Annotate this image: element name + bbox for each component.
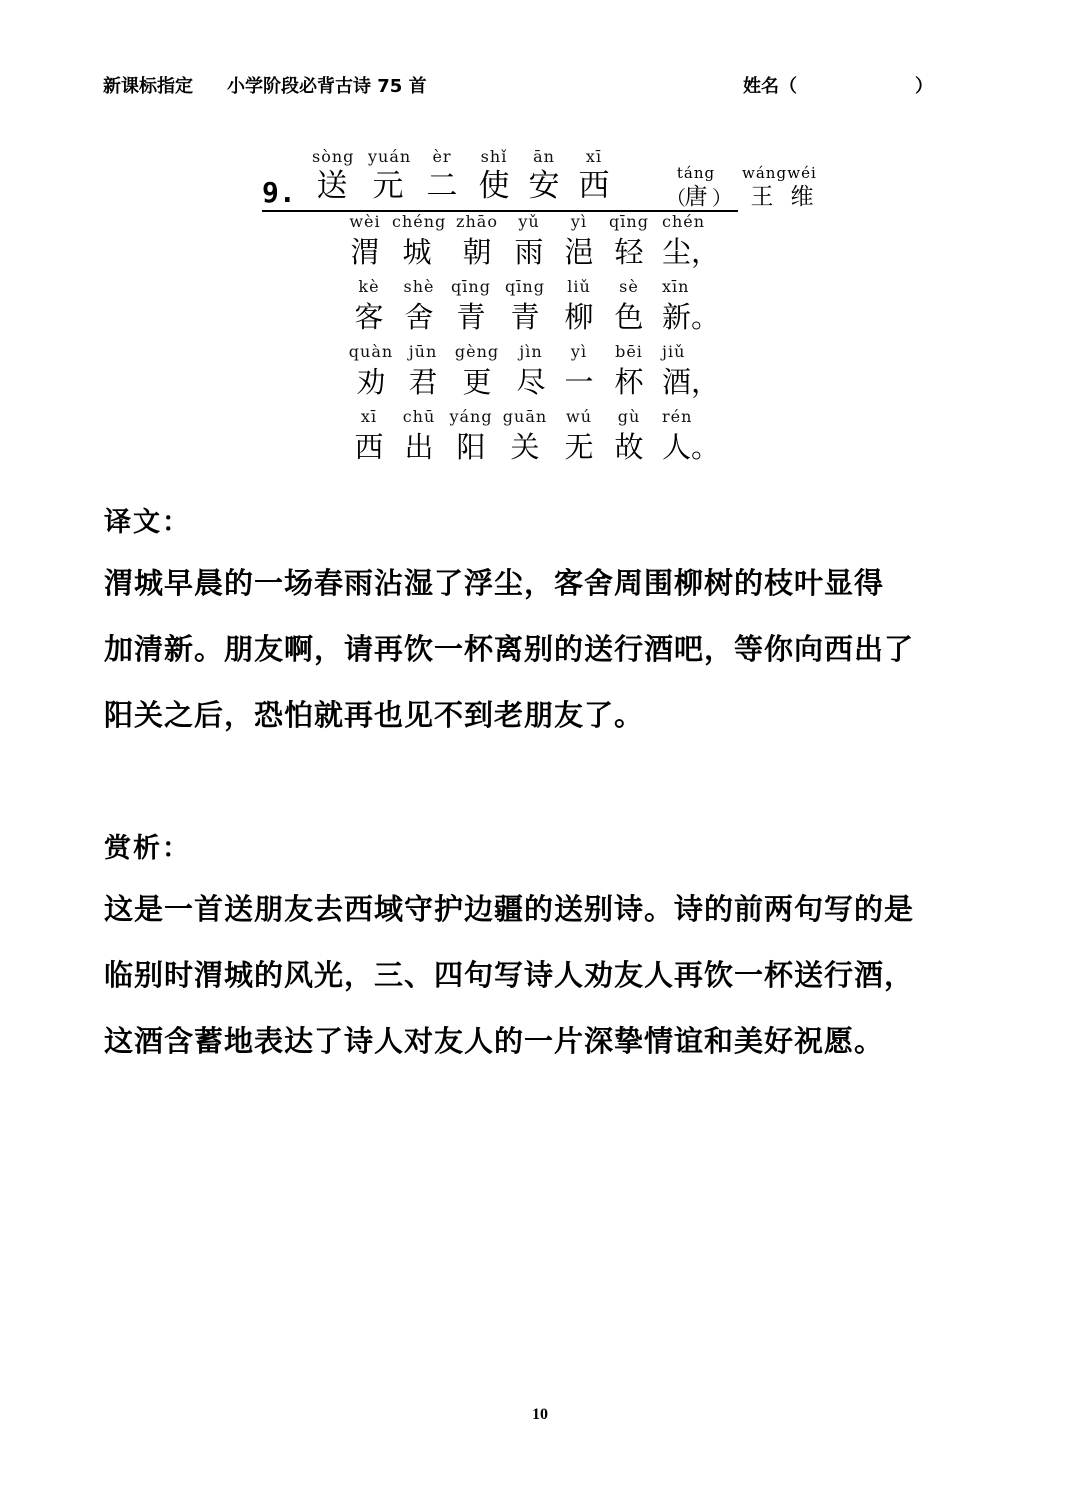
dynasty-open-paren: （ xyxy=(666,186,686,210)
poem-char xyxy=(604,342,654,402)
title-char xyxy=(422,148,462,206)
hanzi: 关 xyxy=(510,430,540,464)
hanzi: 唐 xyxy=(684,184,708,210)
poem-char xyxy=(500,277,550,337)
author-char xyxy=(742,164,788,212)
pinyin: xī xyxy=(360,407,378,426)
title-char xyxy=(524,148,564,206)
pinyin: chéng xyxy=(392,212,447,231)
page-number: 10 xyxy=(532,1406,548,1423)
hanzi: 安 xyxy=(528,168,560,204)
hanzi: 阳 xyxy=(456,430,486,464)
poem-number: 9. xyxy=(262,176,296,209)
hanzi: 维 xyxy=(790,184,814,210)
poem-char xyxy=(340,212,390,272)
pinyin: wáng xyxy=(742,164,788,182)
pinyin: xīn xyxy=(662,277,690,296)
pinyin: qīng xyxy=(505,277,545,296)
pinyin: bēi xyxy=(615,342,643,361)
pinyin: rén xyxy=(662,407,693,426)
hanzi: 送 xyxy=(316,168,348,204)
hanzi: 无 xyxy=(564,430,594,464)
pinyin: xī xyxy=(585,147,603,166)
title-char xyxy=(574,148,614,206)
pinyin: liǔ xyxy=(567,277,591,296)
poem-char xyxy=(604,212,654,272)
name-label: 姓名（ xyxy=(743,76,797,97)
hanzi: 杯 xyxy=(614,365,644,399)
appreciation-line: 这酒含蓄地表达了诗人对友人的一片深挚情谊和美好祝愿。 xyxy=(104,1024,885,1058)
pinyin: yì xyxy=(570,212,588,231)
poem-line-1 xyxy=(340,212,740,276)
hanzi: 雨 xyxy=(514,235,544,269)
pinyin: yáng xyxy=(449,407,493,426)
poem-char xyxy=(446,277,496,337)
poem-line-3 xyxy=(340,342,740,406)
title-char xyxy=(368,147,412,206)
poem-char xyxy=(394,277,444,337)
name-close-paren: ） xyxy=(915,76,933,97)
poem-title xyxy=(262,148,822,218)
hanzi: 客 xyxy=(354,300,384,334)
pinyin: yuán xyxy=(368,147,412,166)
pinyin: táng xyxy=(676,164,716,182)
title-char xyxy=(474,148,514,206)
hanzi: 君 xyxy=(408,365,438,399)
pinyin: gù xyxy=(617,407,641,426)
poem-char xyxy=(662,212,732,272)
pinyin: gèng xyxy=(454,342,500,361)
dynasty-close-paren: ） xyxy=(712,186,732,210)
pinyin: ān xyxy=(533,147,555,166)
hanzi: 二 xyxy=(426,168,458,204)
hanzi: 元 xyxy=(372,168,404,204)
pinyin: kè xyxy=(358,277,380,296)
hanzi: 故 xyxy=(614,430,644,464)
hanzi: 青 xyxy=(456,300,486,334)
book-title: 小学阶段必背古诗 75 首 xyxy=(227,76,427,97)
poem-char xyxy=(506,342,556,402)
appreciation-text xyxy=(104,876,984,1074)
poem-char xyxy=(554,407,604,467)
poem-char xyxy=(452,212,502,272)
hanzi: 新。 xyxy=(662,300,721,334)
hanzi: 尽 xyxy=(516,365,546,399)
hanzi: 浥 xyxy=(564,235,594,269)
poem-char xyxy=(394,407,444,467)
hanzi: 渭 xyxy=(350,235,380,269)
pinyin: yì xyxy=(570,342,588,361)
pinyin: quàn xyxy=(348,342,394,361)
pinyin: sòng xyxy=(312,147,355,166)
hanzi: 色 xyxy=(614,300,644,334)
translation-line: 加清新。朋友啊，请再饮一杯离别的送行酒吧，等你向西出了 xyxy=(104,632,915,666)
hanzi: 一 xyxy=(564,365,594,399)
poem-line-2 xyxy=(340,277,740,341)
poem-char xyxy=(344,407,394,467)
hanzi: 人。 xyxy=(662,430,721,464)
pinyin: shǐ xyxy=(480,147,508,166)
poem-char xyxy=(662,277,732,337)
poem-char xyxy=(662,342,732,402)
hanzi: 西 xyxy=(354,430,384,464)
translation-text xyxy=(104,550,984,748)
translation-line: 渭城早晨的一场春雨沾湿了浮尘，客舍周围柳树的枝叶显得 xyxy=(104,566,885,600)
pinyin: guān xyxy=(502,407,548,426)
pinyin: chū xyxy=(402,407,436,426)
poem-char xyxy=(504,212,554,272)
translation-line: 阳关之后，恐怕就再也见不到老朋友了。 xyxy=(104,698,645,732)
poem-char xyxy=(604,407,654,467)
hanzi: 更 xyxy=(462,365,492,399)
hanzi: 酒， xyxy=(662,365,721,399)
hanzi: 青 xyxy=(510,300,540,334)
poem-char xyxy=(392,212,447,272)
poem-char xyxy=(344,277,394,337)
poem-char xyxy=(500,407,550,467)
pinyin: wèi xyxy=(349,212,381,231)
poem-char xyxy=(554,212,604,272)
poem-char xyxy=(346,342,396,402)
appreciation-heading: 赏析： xyxy=(104,833,191,864)
pinyin: zhāo xyxy=(456,212,498,231)
pinyin: sè xyxy=(619,277,639,296)
pinyin: qīng xyxy=(609,212,649,231)
pinyin: chén xyxy=(662,212,706,231)
pinyin: jìn xyxy=(519,342,543,361)
hanzi: 西 xyxy=(578,168,610,204)
poem-char xyxy=(452,342,502,402)
appreciation-line: 这是一首送朋友去西域守护边疆的送别诗。诗的前两句写的是 xyxy=(104,892,915,926)
poem-char xyxy=(554,342,604,402)
pinyin: jūn xyxy=(408,342,438,361)
poem-char xyxy=(398,342,448,402)
hanzi: 尘， xyxy=(662,235,721,269)
hanzi: 轻 xyxy=(614,235,644,269)
pinyin: shè xyxy=(403,277,435,296)
appreciation-line: 临别时渭城的风光，三、四句写诗人劝友人再饮一杯送行酒， xyxy=(104,958,915,992)
hanzi: 城 xyxy=(402,235,432,269)
pinyin: jiǔ xyxy=(662,342,686,361)
poem-char xyxy=(604,277,654,337)
pinyin: wéi xyxy=(787,164,817,182)
hanzi: 使 xyxy=(478,168,510,204)
hanzi: 王 xyxy=(750,184,774,210)
pinyin: wú xyxy=(566,407,592,426)
hanzi: 柳 xyxy=(564,300,594,334)
poem-block xyxy=(0,0,1080,480)
translation-heading: 译文： xyxy=(104,507,191,538)
series-label: 新课标指定 xyxy=(103,76,193,97)
poem-char xyxy=(662,407,732,467)
hanzi: 舍 xyxy=(404,300,434,334)
poem-char xyxy=(554,277,604,337)
title-char xyxy=(312,147,355,206)
pinyin: qīng xyxy=(451,277,491,296)
poem-line-4 xyxy=(340,407,740,471)
hanzi: 朝 xyxy=(462,235,492,269)
hanzi: 劝 xyxy=(356,365,386,399)
poem-char xyxy=(446,407,496,467)
pinyin: èr xyxy=(432,147,452,166)
author-char xyxy=(782,164,822,212)
dynasty-char xyxy=(676,164,716,212)
pinyin: yǔ xyxy=(518,212,540,231)
hanzi: 出 xyxy=(404,430,434,464)
